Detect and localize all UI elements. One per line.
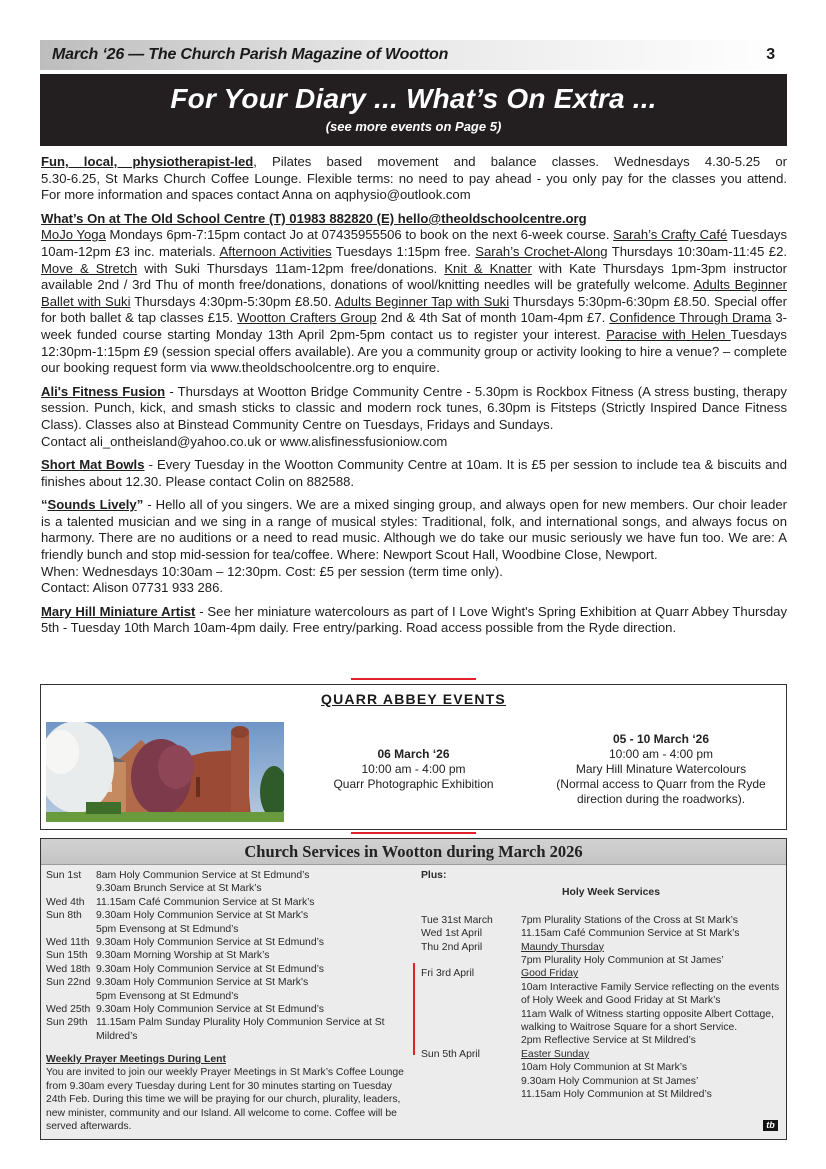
service-day: Wed 1st April bbox=[421, 928, 483, 940]
service-item: 2pm Reflective Service at St Mildred’s bbox=[521, 1035, 696, 1047]
quote-mark: ” bbox=[136, 497, 144, 513]
plus-label: Plus: bbox=[421, 870, 447, 881]
event-details: Tuesdays 10am-12pm £3 inc. materials. bbox=[41, 227, 788, 259]
service-row bbox=[46, 949, 411, 962]
service-item: 9.30am Holy Communion at St James’ bbox=[521, 1075, 699, 1087]
service-item: 7pm Plurality Holy Communion at St James’ bbox=[521, 955, 724, 967]
column-divider bbox=[413, 963, 415, 1055]
article-lead: Fun, local, physiotherapist-led bbox=[41, 154, 254, 169]
service-day: Sun 5th April bbox=[421, 1048, 480, 1060]
service-item: 9.30am Holy Communion Service at St Edmund’s bbox=[96, 963, 324, 975]
service-day: Sun 8th bbox=[46, 910, 82, 922]
service-item: 9.30am Holy Communion Service at St Edmund’s bbox=[96, 1004, 324, 1016]
service-item: 11am Walk of Witness starting opposite Albert Cottage, walking to Waitrose Square for a short Service. bbox=[521, 1008, 774, 1034]
event-name: Adults Beginner Tap with Suki bbox=[334, 293, 510, 309]
quarr-event-1 bbox=[296, 747, 531, 792]
quarr-title: QUARR ABBEY EVENTS bbox=[321, 691, 506, 707]
divider-rule bbox=[351, 678, 476, 680]
article-lead: Sounds Lively bbox=[47, 497, 137, 513]
event-details: Tuesdays 12:30pm-1:15pm £9 (session special offers available). Are you a community group or activity looking to hire a venue? – complete our booking request form via www.theoldschoolcentre.org to enquire. bbox=[41, 326, 787, 376]
event-name: Wootton Crafters Group bbox=[237, 310, 377, 326]
service-item: 9.30am Morning Worship at St Mark’s bbox=[96, 950, 270, 962]
event-details: 3-week funded course starting Monday 13th April 2pm-5pm contact us to register your interest. bbox=[41, 310, 787, 342]
event-note: direction during the roadworks). bbox=[576, 792, 746, 806]
article-lead: Short Mat Bowls bbox=[41, 457, 145, 473]
banner-subtitle: (see more events on Page 5) bbox=[325, 119, 502, 134]
article-text: - Hello all of you singers. We are a mixed singing group, and always open for new members. Our choir leader is a talented musician and we sing in a range of musical styles: Traditional, folk, and international songs, and always focus on harmony. There are no auditions or a need to read music. Although we do take our music seriously we have fun too. We are: A friendly bunch and stop mid-session for tea/coffee. Where: Newport Scout Hall, Woodbine Close, Newport. bbox=[41, 497, 787, 563]
abbey-image-icon bbox=[46, 722, 284, 822]
article-text: - Every Tuesday in the Wootton Community Centre at 10am. It is £5 per session to include tea & biscuits and finishes about 12.30. Please contact Colin on 882588. bbox=[41, 457, 787, 489]
event-date: 05 - 10 March ‘26 bbox=[612, 732, 710, 746]
service-row bbox=[46, 869, 411, 896]
service-item: 9.30am Holy Communion Service at St Mark's bbox=[96, 910, 309, 922]
event-name: Afternoon Activities bbox=[219, 243, 332, 259]
service-row bbox=[46, 936, 411, 949]
event-date: 06 March ‘26 bbox=[377, 747, 450, 761]
service-item: 7pm Plurality Stations of the Cross at St Mark’s bbox=[521, 914, 738, 926]
service-day: Wed 25th bbox=[46, 1004, 91, 1016]
article-mary-hill bbox=[41, 604, 787, 637]
service-day: Sun 29th bbox=[46, 1017, 88, 1029]
event-name: Knit & Knatter bbox=[444, 260, 532, 276]
church-services-box bbox=[40, 838, 787, 1140]
event-details: with Suki Thursdays 11am-12pm free/donations. bbox=[137, 260, 445, 276]
service-row bbox=[46, 976, 411, 1003]
holy-week-row bbox=[421, 1048, 781, 1102]
event-time: 10:00 am - 4:00 pm bbox=[361, 762, 466, 776]
event-details: Mondays 6pm-7:15pm contact Jo at 07435955506 to book on the next 6-week course. bbox=[105, 227, 614, 243]
service-row bbox=[46, 963, 411, 976]
article-pilates bbox=[41, 154, 787, 204]
event-name: Sarah’s Crochet-Along bbox=[475, 243, 608, 259]
event-name: Sarah’s Crafty Café bbox=[613, 227, 728, 243]
quote-mark: “ bbox=[41, 497, 48, 513]
event-name: Paracise with Helen bbox=[606, 326, 731, 342]
event-name: Adults Beginner Ballet with Suki bbox=[41, 277, 787, 309]
holy-week-row bbox=[421, 927, 781, 940]
running-title: March ‘26 — The Church Parish Magazine of Wootton bbox=[52, 46, 449, 63]
service-day: Wed 4th bbox=[46, 896, 85, 908]
event-name: MoJo Yoga bbox=[41, 227, 106, 243]
section-banner bbox=[40, 74, 787, 146]
holy-week-services bbox=[421, 869, 781, 1102]
service-row bbox=[46, 896, 411, 909]
event-details: Thursdays 4:30pm-5:30pm £8.50. bbox=[130, 293, 335, 309]
publisher-logo-icon: tb bbox=[763, 1120, 778, 1131]
services-header bbox=[41, 839, 786, 865]
event-details: 2nd & 4th Sat of month 10am-4pm £7. bbox=[376, 310, 610, 326]
event-details: Thursdays 5:30pm-6:30pm £8.50. Special offer for both ballet & tap classes £15. bbox=[41, 293, 787, 326]
article-body bbox=[41, 227, 787, 375]
service-item: 8am Holy Communion Service at St Edmund’s bbox=[96, 870, 310, 881]
services-title: Church Services in Wootton during March 2026 bbox=[244, 842, 583, 861]
article-old-school-centre bbox=[41, 211, 787, 377]
event-time: 10:00 am - 4:00 pm bbox=[608, 747, 714, 761]
event-name: Confidence Through Drama bbox=[609, 310, 772, 326]
prayer-text: You are invited to join our weekly Prayer Meetings in St Mark’s Coffee Lounge from 9.30am every Tuesday during Lent for 30 minutes starting on Tuesday 24th Feb. During this time we will be praying for our church, plurality, leaders, new minister, community and our Island. All welcome to come. Coffee will be served afterwards. bbox=[46, 1067, 404, 1133]
article-lead: Ali's Fitness Fusion bbox=[41, 383, 166, 399]
service-item: 11.15am Palm Sunday Plurality Holy Communion Service at St Mildred’s bbox=[96, 1017, 385, 1042]
service-day: Sun 1st bbox=[46, 870, 82, 881]
march-services-list bbox=[46, 869, 411, 1043]
event-note: (Normal access to Quarr from the Ryde bbox=[556, 777, 766, 791]
holy-week-row bbox=[421, 941, 781, 968]
article-text: 5.30-6.25, St Marks Church Coffee Lounge. Flexible terms: no need to pay ahead - you only pay for the classes you attend. bbox=[41, 170, 787, 186]
service-item: 5pm Evensong at St Edmund’s bbox=[96, 990, 239, 1002]
article-text: - See her miniature watercolours as part of I Love Wight's Spring Exhibition at Quarr Abbey Thursday 5th - Tuesday 10th March 10am-4pm daily. Free entry/parking. Road access possible from the Ryde direction. bbox=[41, 603, 787, 636]
service-item: 11.15am Café Communion Service at St Mark’s bbox=[96, 896, 315, 908]
quarr-abbey-photo bbox=[46, 722, 284, 822]
prayer-meetings bbox=[46, 1053, 406, 1133]
service-row bbox=[46, 1003, 411, 1016]
service-item: 11.15am Café Communion Service at St Mark’s bbox=[521, 928, 740, 940]
service-day: Fri 3rd April bbox=[421, 968, 475, 980]
service-row bbox=[46, 909, 411, 936]
service-row bbox=[46, 1016, 411, 1043]
service-item: 5pm Evensong at St Edmund’s bbox=[96, 923, 239, 935]
holy-week-row bbox=[421, 914, 781, 927]
service-day: Sun 15th bbox=[46, 950, 88, 962]
service-day-heading: Good Friday bbox=[521, 968, 579, 980]
article-heading: What’s On at The Old School Centre (T) 01983 882820 (E) hello@theoldschoolcentre.org bbox=[41, 210, 587, 226]
service-day: Wed 18th bbox=[46, 963, 91, 975]
article-sounds-lively bbox=[41, 497, 787, 597]
service-day: Thu 2nd April bbox=[421, 941, 483, 953]
article-lead: Mary Hill Miniature Artist bbox=[41, 603, 196, 619]
quarr-abbey-events-box bbox=[40, 684, 787, 830]
banner-title: For Your Diary ... What’s On Extra ... bbox=[170, 83, 657, 114]
event-details: with Kate Thursdays 1pm-3pm instructor available 2nd / 3rd Thu of month free/donations, donations of wool/knitting needles will be gratefully welcome. bbox=[41, 260, 788, 293]
page-number: 3 bbox=[766, 46, 775, 63]
service-item: 9.30am Holy Communion Service at St Edmund’s bbox=[96, 937, 324, 949]
article-text: For more information and spaces contact Anna on aqphysio@outlook.com bbox=[41, 187, 471, 203]
divider-rule bbox=[351, 832, 476, 834]
event-details: Tuesdays 1:15pm free. bbox=[331, 243, 476, 259]
running-header bbox=[40, 40, 787, 70]
article-when: When: Wednesdays 10:30am – 12:30pm. Cost: £5 per session (term time only). bbox=[41, 563, 503, 579]
service-day: Tue 31st March bbox=[421, 914, 493, 926]
article-text: , Pilates based movement and balance classes. Wednesdays 4.30-5.25 or bbox=[253, 154, 787, 169]
service-day-heading: Easter Sunday bbox=[521, 1048, 590, 1060]
prayer-title: Weekly Prayer Meetings During Lent bbox=[46, 1054, 226, 1065]
article-fitness-fusion bbox=[41, 384, 787, 450]
event-details: Thursdays 10:30am-11:45 £2. bbox=[607, 243, 787, 259]
service-item: 11.15am Holy Communion at St Mildred’s bbox=[521, 1089, 712, 1101]
service-day: Wed 11th bbox=[46, 937, 90, 949]
article-contact: Contact: Alison 07731 933 286. bbox=[41, 580, 223, 596]
service-item: 9.30am Holy Communion Service at St Mark's bbox=[96, 977, 309, 989]
service-day: Sun 22nd bbox=[46, 977, 91, 989]
service-item: 10am Holy Communion at St Mark’s bbox=[521, 1062, 688, 1074]
event-description: Quarr Photographic Exhibition bbox=[333, 777, 494, 791]
service-day-heading: Maundy Thursday bbox=[521, 941, 604, 953]
service-item: 10am Interactive Family Service reflecting on the events of Holy Week and Good Friday at St Mark’s bbox=[521, 981, 780, 1007]
service-item: 9.30am Brunch Service at St Mark’s bbox=[96, 883, 262, 895]
event-name: Move & Stretch bbox=[41, 260, 138, 276]
holy-week-title: Holy Week Services bbox=[561, 887, 660, 899]
article-text: - Thursdays at Wootton Bridge Community Centre - 5.30pm is Rockbox Fitness (A stress busting, therapy session. Punch, kick, and smash sticks to classic and modern rock tunes, 6.30pm is Fitsteps (Strictly Inspired Dance Fitness Class). Classes also at Binstead Community Centre on Tuesdays, Fridays and Sundays. bbox=[41, 383, 787, 432]
article-short-mat-bowls bbox=[41, 457, 787, 490]
holy-week-row bbox=[421, 967, 781, 1047]
diary-articles bbox=[41, 154, 787, 644]
article-contact: Contact ali_ontheisland@yahoo.co.uk or www.alisfinessfusioniow.com bbox=[41, 433, 448, 449]
event-description: Mary Hill Minature Watercolours bbox=[575, 762, 747, 776]
quarr-event-2 bbox=[541, 732, 781, 807]
